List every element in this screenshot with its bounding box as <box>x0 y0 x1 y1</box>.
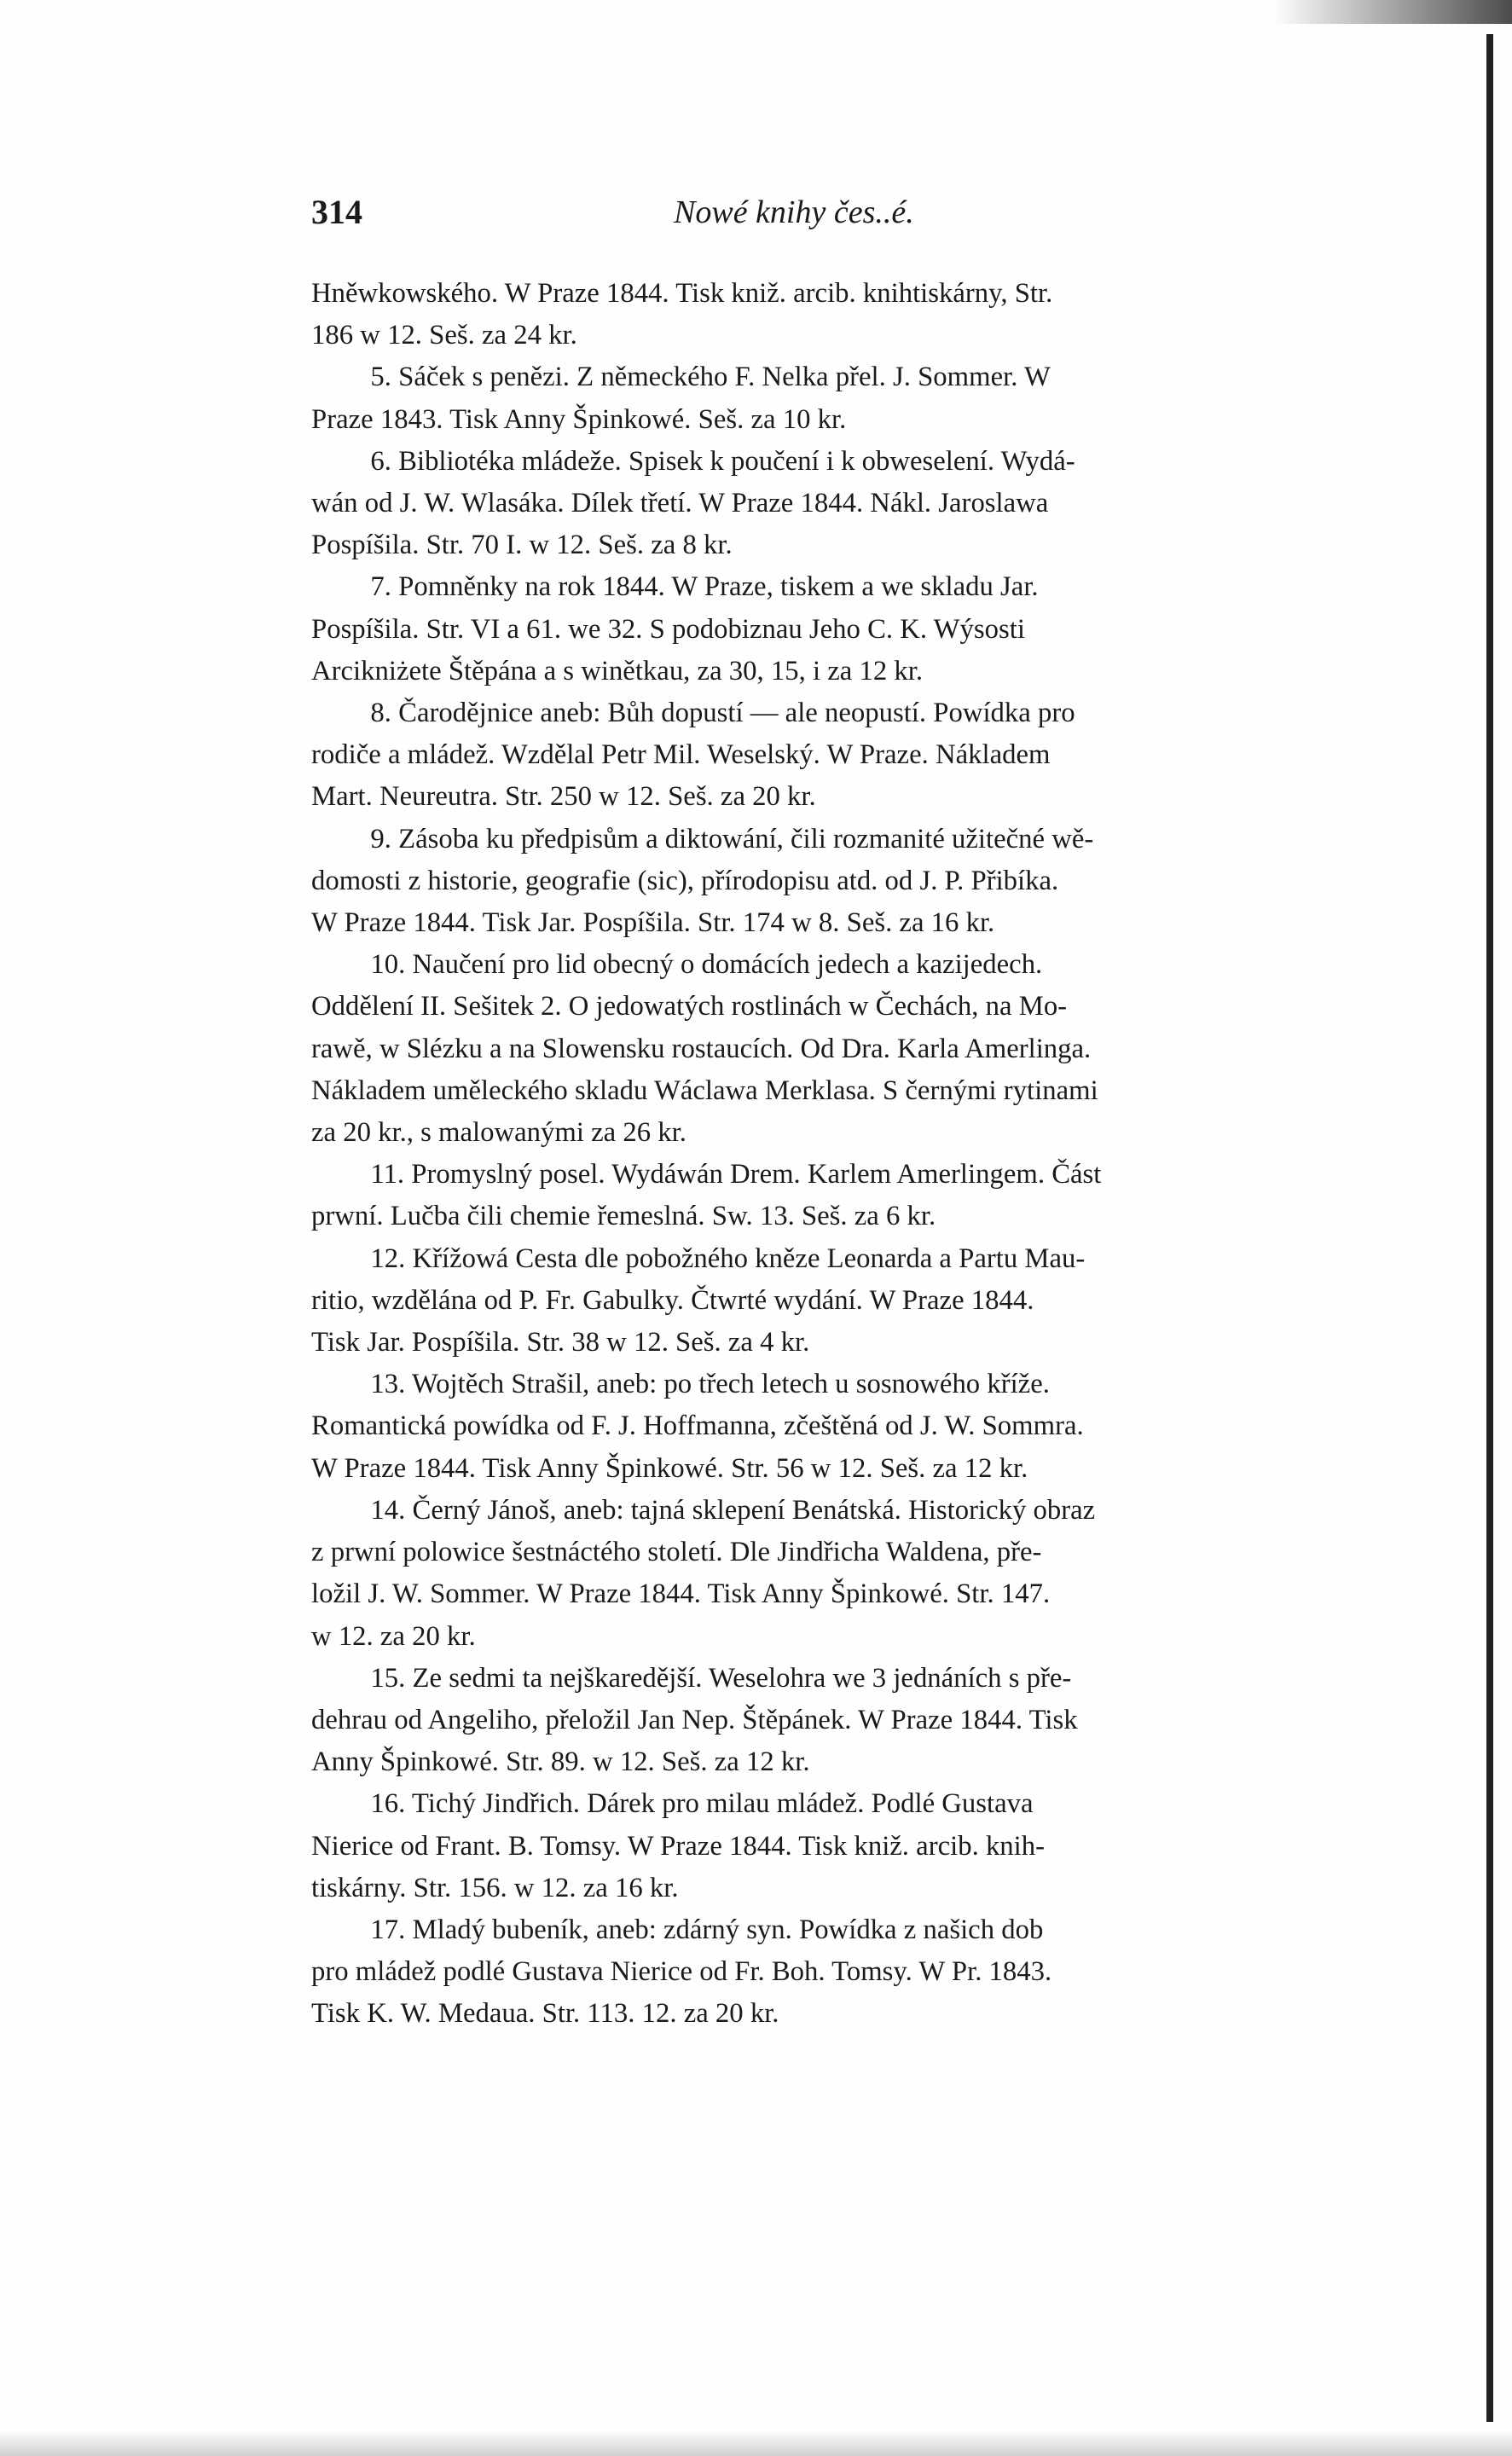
text-line: rawě, w Slézku a na Slowensku rostaucích. Od Dra. Karla Amerlinga. <box>311 1033 1092 1064</box>
page-header <box>311 192 1335 243</box>
text-line: ritio, wzdělána od P. Fr. Gabulky. Čtwrté wydání. W Praze 1844. <box>311 1284 1034 1316</box>
scan-shadow-bottom <box>0 2430 1512 2456</box>
scan-shadow-top <box>1273 0 1512 24</box>
text-line: Pospíšila. Str. VI a 61. we 32. S podobiznau Jeho C. K. Wýsosti <box>311 613 1025 645</box>
text-line: Pospíšila. Str. 70 I. w 12. Seš. za 8 kr. <box>311 530 733 561</box>
entry-first-line: 12. Křížowá Cesta dle pobožného kněze Leonarda a Partu Mau- <box>370 1242 1086 1274</box>
entry-first-line: 5. Sáček s penězi. Z německého F. Nelka přel. J. Sommer. W <box>370 362 1051 393</box>
text-line: prwní. Lučba čili chemie řemeslná. Sw. 13. Seš. za 6 kr. <box>311 1201 936 1232</box>
text-line: Hněwkowského. W Praze 1844. Tisk kniž. arcib. knihtiskárny, Str. <box>311 278 1053 309</box>
entry-first-line: 16. Tichý Jindřich. Dárek pro milau mládež. Podlé Gustava <box>370 1788 1034 1820</box>
text-line: W Praze 1844. Tisk Anny Špinkowé. Str. 56 w 12. Seš. za 12 kr. <box>311 1452 1028 1484</box>
text-line: Arcikniżete Štěpána a s winětkau, za 30, 15, i za 12 kr. <box>311 655 924 686</box>
text-line: domosti z historie, geografie (sic), přírodopisu atd. od J. P. Přibíka. <box>311 865 1059 896</box>
running-title: Nowé knihy čes..é. <box>674 194 914 230</box>
page-body-text <box>311 273 1343 2036</box>
text-line: ložil J. W. Sommer. W Praze 1844. Tisk Anny Špinkowé. Str. 147. <box>311 1578 1051 1610</box>
page-number: 314 <box>311 193 362 231</box>
entry-first-line: 11. Promyslný posel. Wydáwán Drem. Karlem Amerlingem. Část <box>370 1159 1102 1190</box>
entry-first-line: 15. Ze sedmi ta nejškaredější. Weselohra we 3 jednáních s pře- <box>370 1662 1072 1694</box>
text-line: 186 w 12. Seš. za 24 kr. <box>311 320 577 351</box>
entry-first-line: 7. Pomněnky na rok 1844. W Praze, tiskem a we skladu Jar. <box>370 571 1039 603</box>
text-line: wán od J. W. Wlasáka. Dílek třetí. W Praze 1844. Nákl. Jaroslawa <box>311 488 1049 519</box>
text-line: Praze 1843. Tisk Anny Špinkowé. Seš. za 10 kr. <box>311 403 847 435</box>
text-line: rodiče a mládež. Wzdělal Petr Mil. Weselský. W Praze. Nákladem <box>311 739 1051 771</box>
entry-first-line: 6. Bibliotéka mládeže. Spisek k poučení i k obweselení. Wydá- <box>370 445 1075 477</box>
entry-first-line: 8. Čarodějnice aneb: Bůh dopustí — ale neopustí. Powídka pro <box>370 698 1075 729</box>
text-line: W Praze 1844. Tisk Jar. Pospíšila. Str. 174 w 8. Seš. za 16 kr. <box>311 907 995 939</box>
entry-first-line: 9. Zásoba ku předpisům a diktowání, čili rozmanité užitečné wě- <box>370 823 1094 854</box>
text-line: Mart. Neureutra. Str. 250 w 12. Seš. za 20 kr. <box>311 781 816 813</box>
text-line: tiskárny. Str. 156. w 12. za 16 kr. <box>311 1872 679 1903</box>
entry-first-line: 10. Naučení pro lid obecný o domácích jedech a kazijedech. <box>370 949 1043 981</box>
text-line: pro mládež podlé Gustava Nierice od Fr. Boh. Tomsy. W Pr. 1843. <box>311 1956 1052 1988</box>
text-line: Tisk Jar. Pospíšila. Str. 38 w 12. Seš. za 4 kr. <box>311 1327 810 1358</box>
entry-first-line: 13. Wojtěch Strašil, aneb: po třech letech u sosnowého kříže. <box>370 1369 1050 1400</box>
text-line: z prwní polowice šestnáctého století. Dle Jindřicha Waldena, pře- <box>311 1537 1042 1568</box>
text-line: Nákladem uměleckého skladu Wáclawa Merklasa. S černými rytinami <box>311 1074 1098 1106</box>
text-line: Anny Špinkowé. Str. 89. w 12. Seš. za 12 kr. <box>311 1746 810 1778</box>
text-line: w 12. za 20 kr. <box>311 1620 476 1652</box>
text-line: za 20 kr., s malowanými za 26 kr. <box>311 1117 686 1149</box>
text-line: Tisk K. W. Medaua. Str. 113. 12. za 20 kr. <box>311 1998 779 2030</box>
entry-first-line: 14. Černý Jánoš, aneb: tajná sklepení Benátská. Historický obraz <box>370 1494 1096 1526</box>
text-line: Romantická powídka od F. J. Hoffmanna, zčeštěná od J. W. Sommra. <box>311 1410 1084 1442</box>
text-line: Nierice od Frant. B. Tomsy. W Praze 1844. Tisk kniž. arcib. knih- <box>311 1830 1046 1862</box>
text-line: dehrau od Angeliho, přeložil Jan Nep. Štěpánek. W Praze 1844. Tisk <box>311 1704 1078 1735</box>
entry-first-line: 17. Mladý bubeník, aneb: zdárný syn. Powídka z našich dob <box>370 1914 1044 1945</box>
text-line: Oddělení II. Sešitek 2. O jedowatých rostlinách w Čechách, na Mo- <box>311 991 1068 1022</box>
scan-edge-right <box>1486 34 1493 2422</box>
